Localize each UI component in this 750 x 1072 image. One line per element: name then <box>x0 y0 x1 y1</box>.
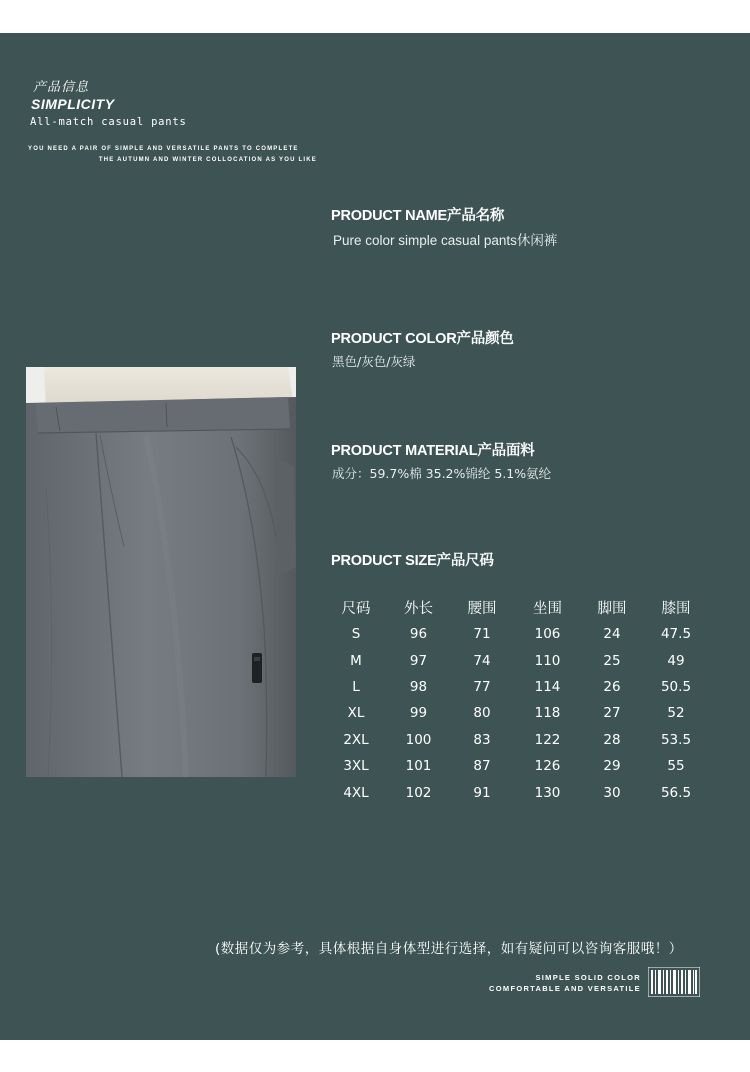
reference-note: (数据仅为参考，具体根据自身体型进行选择，如有疑问可以咨询客服哦！） <box>215 941 683 957</box>
product-size-title: PRODUCT SIZE产品尺码 <box>331 553 494 569</box>
table-row <box>325 700 709 726</box>
table-cell: 96 <box>409 626 428 643</box>
table-cell: 98 <box>409 678 428 695</box>
table-cell: 53.5 <box>660 731 692 748</box>
table-cell: 80 <box>473 705 491 722</box>
table-cell: 106 <box>534 626 561 643</box>
tagline-line-1: YOU NEED A PAIR OF SIMPLE AND VERSATILE PANTS TO COMPLETE <box>28 146 299 152</box>
table-cell: 71 <box>473 626 491 643</box>
table-cell: L <box>352 678 360 695</box>
pants-photo <box>26 367 296 777</box>
table-cell: 3XL <box>343 758 369 775</box>
header-hem: 脚围 <box>597 600 627 617</box>
table-row <box>325 647 709 673</box>
product-color-value: 黑色/灰色/灰绿 <box>332 354 416 369</box>
table-cell: 97 <box>409 652 428 669</box>
table-cell: 102 <box>405 784 432 801</box>
header-length: 外长 <box>404 600 433 617</box>
product-info-panel <box>0 33 750 1040</box>
table-row <box>325 621 709 647</box>
simplicity-title: SIMPLICITY <box>31 96 115 112</box>
header-knee: 膝围 <box>661 600 691 617</box>
table-row <box>325 674 709 700</box>
table-cell: 55 <box>667 758 685 775</box>
table-cell: 87 <box>473 758 491 775</box>
table-cell: 52 <box>667 705 685 722</box>
table-cell: 126 <box>534 758 561 775</box>
table-cell: 47.5 <box>660 626 692 643</box>
barcode-icon <box>648 967 700 997</box>
table-row <box>325 779 709 805</box>
header-waist: 腰围 <box>467 600 497 617</box>
table-cell: 91 <box>473 784 491 801</box>
tagline-line-2: THE AUTUMN AND WINTER COLLOCATION AS YOU LIKE <box>98 157 317 163</box>
table-cell: XL <box>347 705 365 722</box>
table-cell: 50.5 <box>660 678 692 695</box>
table-cell: 49 <box>667 652 685 669</box>
table-cell: 74 <box>473 652 491 669</box>
table-cell: 4XL <box>343 784 369 801</box>
table-cell: 101 <box>405 758 432 775</box>
size-table-header-row <box>325 593 709 621</box>
pants-illustration-icon <box>26 367 296 777</box>
footer-line-1: SIMPLE SOLID COLOR <box>535 973 641 982</box>
table-cell: S <box>351 626 361 643</box>
header-size: 尺码 <box>341 600 371 617</box>
product-material-value: 成分：59.7%棉 35.2%锦纶 5.1%氨纶 <box>332 466 552 481</box>
table-cell: 24 <box>603 626 621 643</box>
table-cell: 25 <box>603 652 621 669</box>
table-cell: 30 <box>603 784 621 801</box>
table-row <box>325 753 709 779</box>
subtitle: All-match casual pants <box>30 116 187 128</box>
product-name-value: Pure color simple casual pants休闲裤 <box>333 233 558 248</box>
table-cell: 56.5 <box>660 784 692 801</box>
table-cell: M <box>350 652 362 669</box>
product-name-title: PRODUCT NAME产品名称 <box>331 208 505 224</box>
table-cell: 83 <box>473 731 491 748</box>
table-cell: 110 <box>534 652 561 669</box>
table-cell: 114 <box>534 678 561 695</box>
table-cell: 122 <box>534 731 561 748</box>
info-heading-cn: 产品信息 <box>33 80 90 95</box>
footer-line-2: COMFORTABLE AND VERSATILE <box>489 984 641 993</box>
size-table <box>325 593 709 806</box>
product-material-title: PRODUCT MATERIAL产品面料 <box>331 443 535 459</box>
table-cell: 26 <box>603 678 621 695</box>
table-cell: 99 <box>409 705 428 722</box>
table-cell: 118 <box>534 705 561 722</box>
table-cell: 100 <box>405 731 432 748</box>
table-cell: 77 <box>473 678 491 695</box>
table-cell: 2XL <box>343 731 369 748</box>
table-cell: 27 <box>603 705 621 722</box>
product-color-title: PRODUCT COLOR产品颜色 <box>331 331 514 347</box>
table-cell: 29 <box>603 758 621 775</box>
table-cell: 28 <box>603 731 621 748</box>
header-hip: 坐围 <box>533 600 562 617</box>
table-row <box>325 727 709 753</box>
table-cell: 130 <box>534 784 561 801</box>
